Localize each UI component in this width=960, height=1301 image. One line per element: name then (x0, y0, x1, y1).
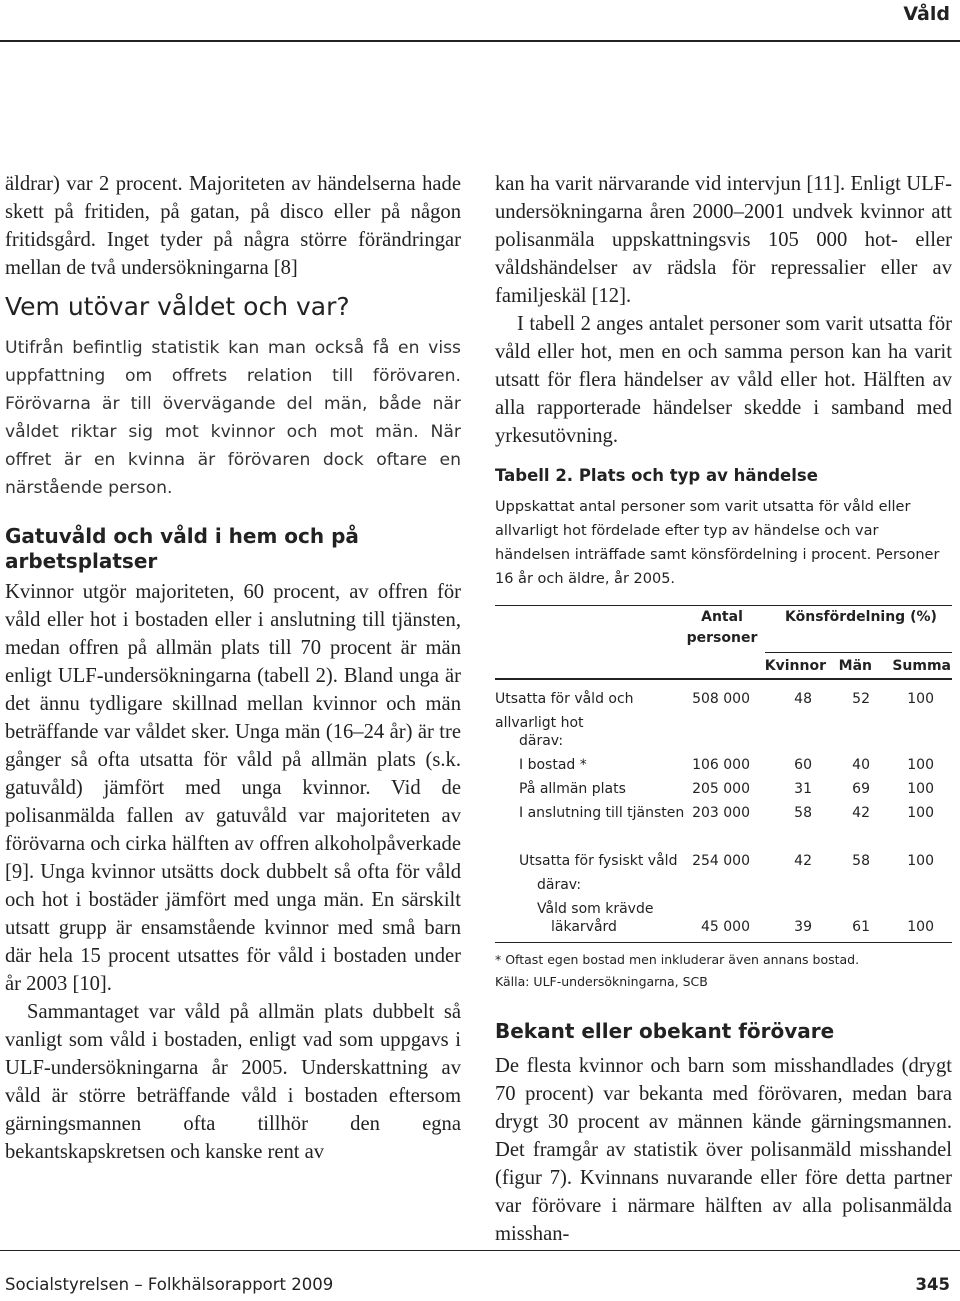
table-row (495, 898, 952, 916)
table-footnote: * Oftast egen bostad men inkluderar även annans bostad. (495, 952, 860, 967)
table-row (495, 916, 952, 940)
row-men-pct: 58 (852, 852, 870, 869)
header-rule (0, 40, 960, 42)
row-label: därav: (537, 876, 582, 893)
para-continued: kan ha varit närvarande vid intervjun [11]. Enligt ULF-undersökningarna åren 2000–2001 undvek kvinnor att polisanmäla uppskattningsvis 105 000 hot- eller våldshändelser av rädsla för repressalier eller av familjeskäl [12]. (495, 173, 952, 307)
heading-known-offender: Bekant eller obekant förövare (495, 1019, 835, 1043)
row-women-pct: 60 (794, 756, 812, 773)
row-label: I anslutning till tjänsten (519, 804, 685, 821)
row-men-pct: 61 (852, 918, 870, 935)
header-sum: Summa (892, 658, 951, 674)
row-label: Våld som krävde (537, 900, 654, 917)
right-column (495, 170, 952, 1248)
row-women-pct: 58 (794, 804, 812, 821)
row-men-pct: 69 (852, 780, 870, 797)
table-row (495, 802, 952, 826)
header-count-line-1: Antal (701, 609, 743, 625)
table-body (495, 688, 952, 940)
row-sum-pct: 100 (907, 756, 934, 773)
row-women-pct: 39 (794, 918, 812, 935)
row-sum-pct: 100 (907, 780, 934, 797)
row-men-pct: 40 (852, 756, 870, 773)
row-count: 106 000 (692, 756, 750, 773)
row-label: Utsatta för våld och (495, 690, 634, 707)
table-row (495, 730, 952, 754)
table-bottom-rule (495, 942, 952, 944)
header-women: Kvinnor (764, 658, 826, 674)
para-summary: Sammantaget var våld på allmän plats dubbelt så vanligt som våld i bostaden, enligt vad som uppgavs i ULF-undersökningarna år 2005. Underskattning av våld är större beträffande våld i bostaden eftersom gärningsmannen ofta tillhör den egna bekantskapskretsen och kanske rent av (5, 1001, 461, 1163)
running-head: Våld (903, 3, 950, 25)
row-men-pct: 52 (852, 690, 870, 707)
row-sum-pct: 100 (907, 690, 934, 707)
table-row (495, 850, 952, 874)
row-label: därav: (519, 732, 564, 749)
left-column (5, 170, 461, 1166)
table-row (495, 754, 952, 778)
heading-street-violence: Gatuvåld och våld i hem och på arbetsplatser (5, 524, 359, 573)
row-label: allvarligt hot (495, 714, 584, 731)
para-table-reference: I tabell 2 anges antalet personer som varit utsatta för våld eller hot, men en och samma person kan ha varit utsatt för flera händelser av våld eller hot. Hälften av alla rapporterade händelser skedde i samband med yrkesutövning. (495, 313, 952, 447)
row-sum-pct: 100 (907, 852, 934, 869)
table-row (495, 712, 952, 730)
table-row (495, 778, 952, 802)
row-women-pct: 48 (794, 690, 812, 707)
table-caption: Uppskattat antal personer som varit utsatta för våld eller allvarligt hot fördelade efter typ av händelse och var händelsen inträffade samt könsfördelning i procent. Personer 16 år och äldre, år 2005. (495, 499, 940, 587)
row-count: 45 000 (701, 918, 750, 935)
header-gender-distribution: Könsfördelning (%) (785, 609, 937, 625)
footer-rule (0, 1250, 960, 1251)
para-intro: äldrar) var 2 procent. Majoriteten av händelserna hade skett på fritiden, på gatan, på disco eller på någon fritidsgård. Inget tyder på några större förändringar mellan de två undersökningarna [8] (5, 173, 461, 279)
para-known-offender: De flesta kvinnor och barn som misshandlades (drygt 70 procent) var bekanta med förövaren, medan bara drygt 30 procent av männen kände gärningsmannen. Det framgår av statistik över polisanmäld misshandel (figur 7). Kvinnans nuvarande eller före detta partner var förövare i närmare hälften av alla polisanmälda misshan- (495, 1055, 952, 1245)
row-men-pct: 42 (852, 804, 870, 821)
row-label: läkarvård (551, 918, 617, 935)
row-label: Utsatta för fysiskt våld (519, 852, 678, 869)
row-women-pct: 42 (794, 852, 812, 869)
table-header-row-3 (495, 650, 952, 678)
row-women-pct: 31 (794, 780, 812, 797)
table-row (495, 688, 952, 712)
row-sum-pct: 100 (907, 804, 934, 821)
table-label: Tabell 2. (495, 466, 574, 485)
row-sum-pct: 100 (907, 918, 934, 935)
row-label: I bostad * (519, 756, 587, 773)
table-header-bottom-rule (495, 678, 952, 680)
row-count: 254 000 (692, 852, 750, 869)
table-header-row-2 (495, 630, 952, 650)
row-count: 203 000 (692, 804, 750, 821)
table-title (495, 466, 952, 485)
footer-publication: Socialstyrelsen – Folkhälsorapport 2009 (5, 1275, 334, 1294)
para-street-violence: Kvinnor utgör majoriteten, 60 procent, av offren för våld eller hot i bostaden eller i anslutning till tjänsten, medan offren på allmän plats till 70 procent är män enligt ULF-undersökningarna (tabell 2). Bland unga är det ännu tydligare skillnad mellan kvinnor och män beträffande var våldet sker. Unga män (16–24 år) är tre gånger så ofta utsatta för våld på allmän plats (s.k. gatuvåld) jämfört med unga kvinnor. Vid de polisanmälda fallen av gatuvåld var majoriteten av förövarna och cirka hälften av offren alkoholpåverkade [9]. Unga kvinnor utsätts dock dubbelt så ofta för våld och hot i bostäder jämfört med unga män. En särskilt utsatt grupp är ensamstående kvinnor med små barn där hela 15 procent utsattes för våld i bostaden under år 2003 [10]. (5, 581, 461, 995)
page-number: 345 (915, 1275, 950, 1294)
lead-text: Utifrån befintlig statistik kan man också få en viss uppfattning om offrets relation till förövaren. Förövarna är till övervägande del män, både när våldet riktar sig mot kvinnor och mot män. När offret är en kvinna är förövaren dock oftare en närstående person. (5, 338, 461, 498)
table-header-row-1 (495, 606, 952, 630)
header-men: Män (838, 658, 872, 674)
heading-who-and-where: Vem utövar våldet och var? (5, 292, 350, 321)
row-count: 205 000 (692, 780, 750, 797)
table-title-text: Plats och typ av händelse (578, 466, 818, 485)
data-table (495, 605, 952, 943)
table-source: Källa: ULF-undersökningarna, SCB (495, 974, 708, 989)
row-count: 508 000 (692, 690, 750, 707)
row-label: På allmän plats (519, 780, 626, 797)
table-row (495, 874, 952, 898)
header-count-line-2: personer (686, 630, 758, 646)
